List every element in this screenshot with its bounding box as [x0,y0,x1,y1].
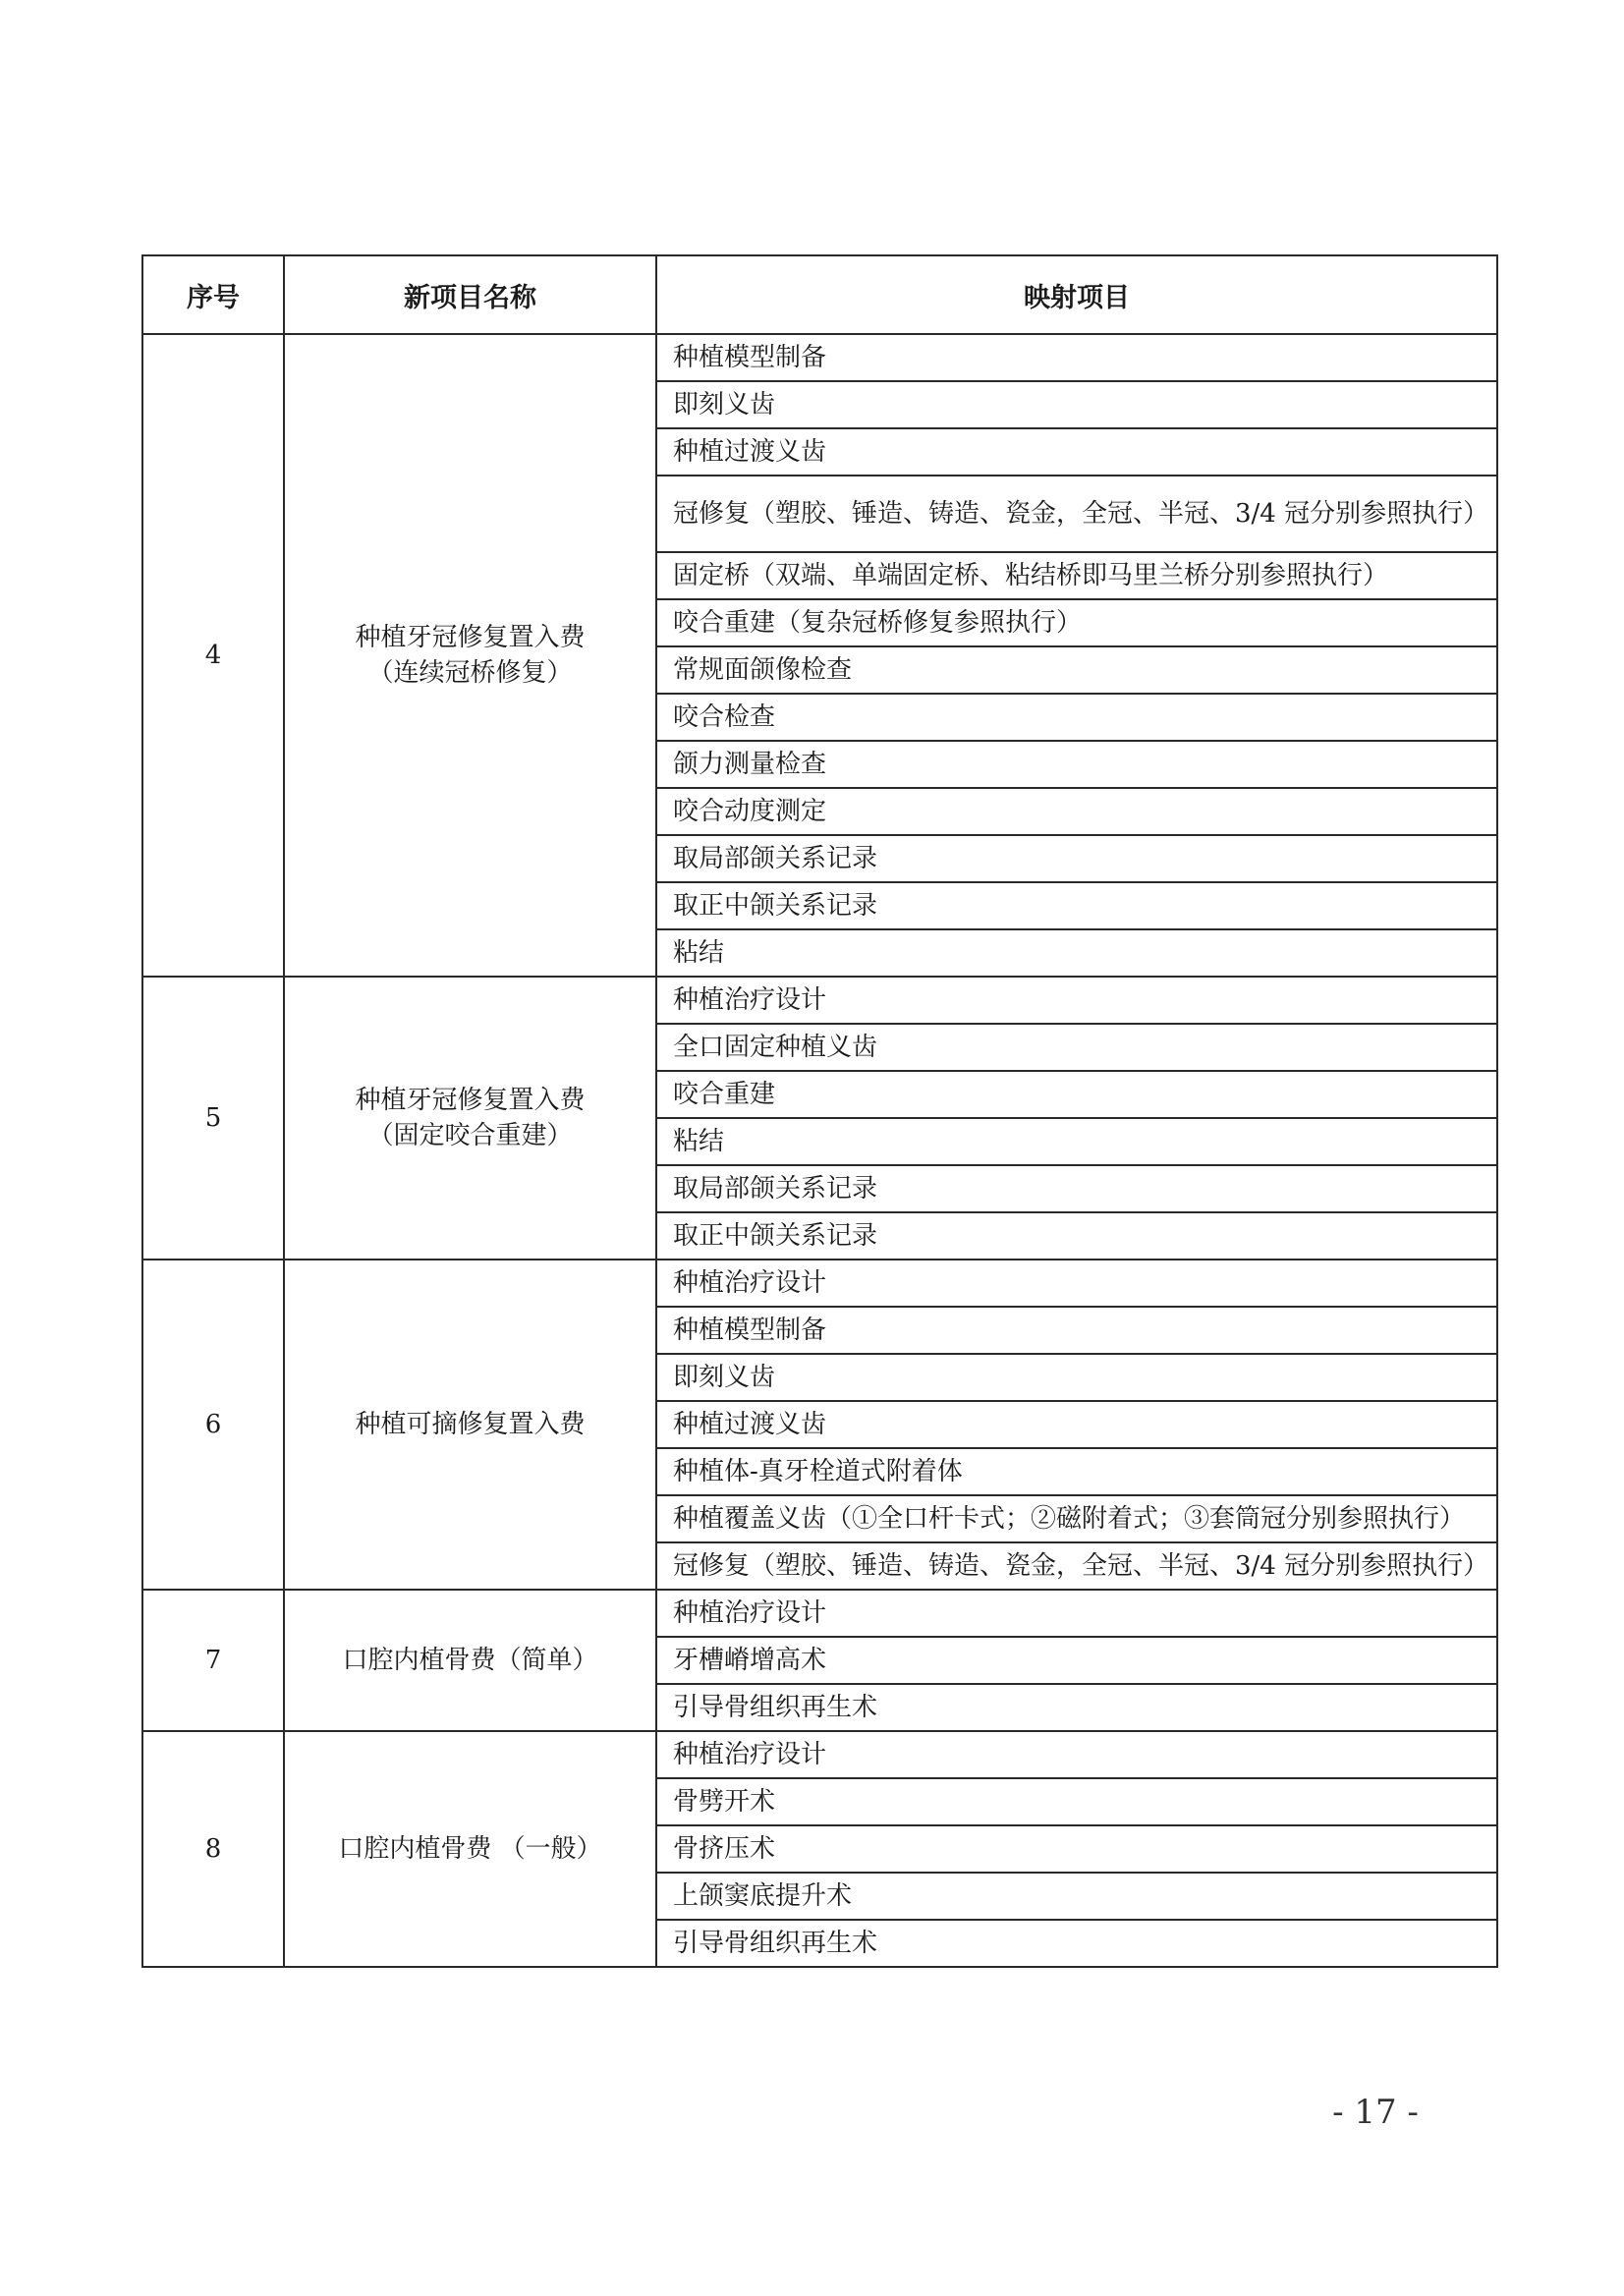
mapped-item: 种植覆盖义齿（①全口杆卡式；②磁附着式；③套筒冠分别参照执行） [656,1495,1497,1542]
group-number: 7 [142,1590,284,1731]
group-project-name [284,1731,656,1967]
mapped-item: 骨挤压术 [656,1825,1497,1873]
project-mapping-table [141,254,1498,1968]
mapped-item: 种植体-真牙栓道式附着体 [656,1448,1497,1495]
project-name-line: 种植牙冠修复置入费 [355,623,586,652]
group-project-name [284,977,656,1260]
table-header-row [142,255,1497,334]
mapped-item: 颌力测量检查 [656,741,1497,788]
header-no: 序号 [142,255,284,334]
table-row [142,334,1497,381]
table-row [142,1260,1497,1307]
mapped-item: 咬合重建（复杂冠桥修复参照执行） [656,599,1497,646]
mapped-item: 取正中颌关系记录 [656,1212,1497,1260]
mapped-item: 冠修复（塑胶、锤造、铸造、瓷金，全冠、半冠、3/4 冠分别参照执行） [656,1542,1497,1590]
project-name-line: 口腔内植骨费（简单） [342,1646,598,1675]
project-name-line: 口腔内植骨费 （一般） [338,1834,602,1864]
header-mapped-items: 映射项目 [656,255,1497,334]
mapped-item: 骨劈开术 [656,1778,1497,1825]
project-name-line: 种植可摘修复置入费 [355,1410,586,1439]
mapped-item: 冠修复（塑胶、锤造、铸造、瓷金，全冠、半冠、3/4 冠分别参照执行） [656,476,1497,552]
mapped-item: 咬合重建 [656,1071,1497,1118]
mapped-item: 取局部颌关系记录 [656,1165,1497,1212]
mapped-item: 种植治疗设计 [656,1260,1497,1307]
mapped-item: 种植过渡义齿 [656,1401,1497,1448]
mapped-item: 固定桥（双端、单端固定桥、粘结桥即马里兰桥分别参照执行） [656,552,1497,599]
mapped-item: 种植治疗设计 [656,1590,1497,1637]
group-project-name [284,1590,656,1731]
table-row [142,1731,1497,1778]
table-row [142,977,1497,1024]
group-number: 5 [142,977,284,1260]
group-number: 8 [142,1731,284,1967]
mapped-item: 粘结 [656,1118,1497,1165]
mapped-item: 咬合检查 [656,694,1497,741]
mapped-item: 粘结 [656,929,1497,977]
mapped-item: 取局部颌关系记录 [656,835,1497,882]
project-name-line: 种植牙冠修复置入费 [355,1086,586,1115]
mapped-item: 种植治疗设计 [656,977,1497,1024]
mapped-item: 咬合动度测定 [656,788,1497,835]
mapped-item: 种植模型制备 [656,1307,1497,1354]
page-number: - 17 - [1332,2093,1419,2132]
mapped-item: 常规面颌像检查 [656,646,1497,694]
mapped-item: 种植治疗设计 [656,1731,1497,1778]
mapped-item: 上颌窦底提升术 [656,1873,1497,1920]
mapped-item: 种植模型制备 [656,334,1497,381]
header-new-project-name: 新项目名称 [284,255,656,334]
mapped-item: 牙槽嵴增高术 [656,1637,1497,1684]
mapped-item: 即刻义齿 [656,1354,1497,1401]
group-project-name [284,1260,656,1590]
group-number: 4 [142,334,284,977]
table-row [142,1590,1497,1637]
project-name-line: （连续冠桥修复） [367,658,573,688]
mapped-item: 引导骨组织再生术 [656,1920,1497,1967]
table-body [142,334,1497,1967]
mapped-item: 种植过渡义齿 [656,428,1497,476]
mapped-item: 即刻义齿 [656,381,1497,428]
project-name-line: （固定咬合重建） [367,1121,573,1150]
mapped-item: 全口固定种植义齿 [656,1024,1497,1071]
group-project-name [284,334,656,977]
mapped-item: 引导骨组织再生术 [656,1684,1497,1731]
mapped-item: 取正中颌关系记录 [656,882,1497,929]
group-number: 6 [142,1260,284,1590]
